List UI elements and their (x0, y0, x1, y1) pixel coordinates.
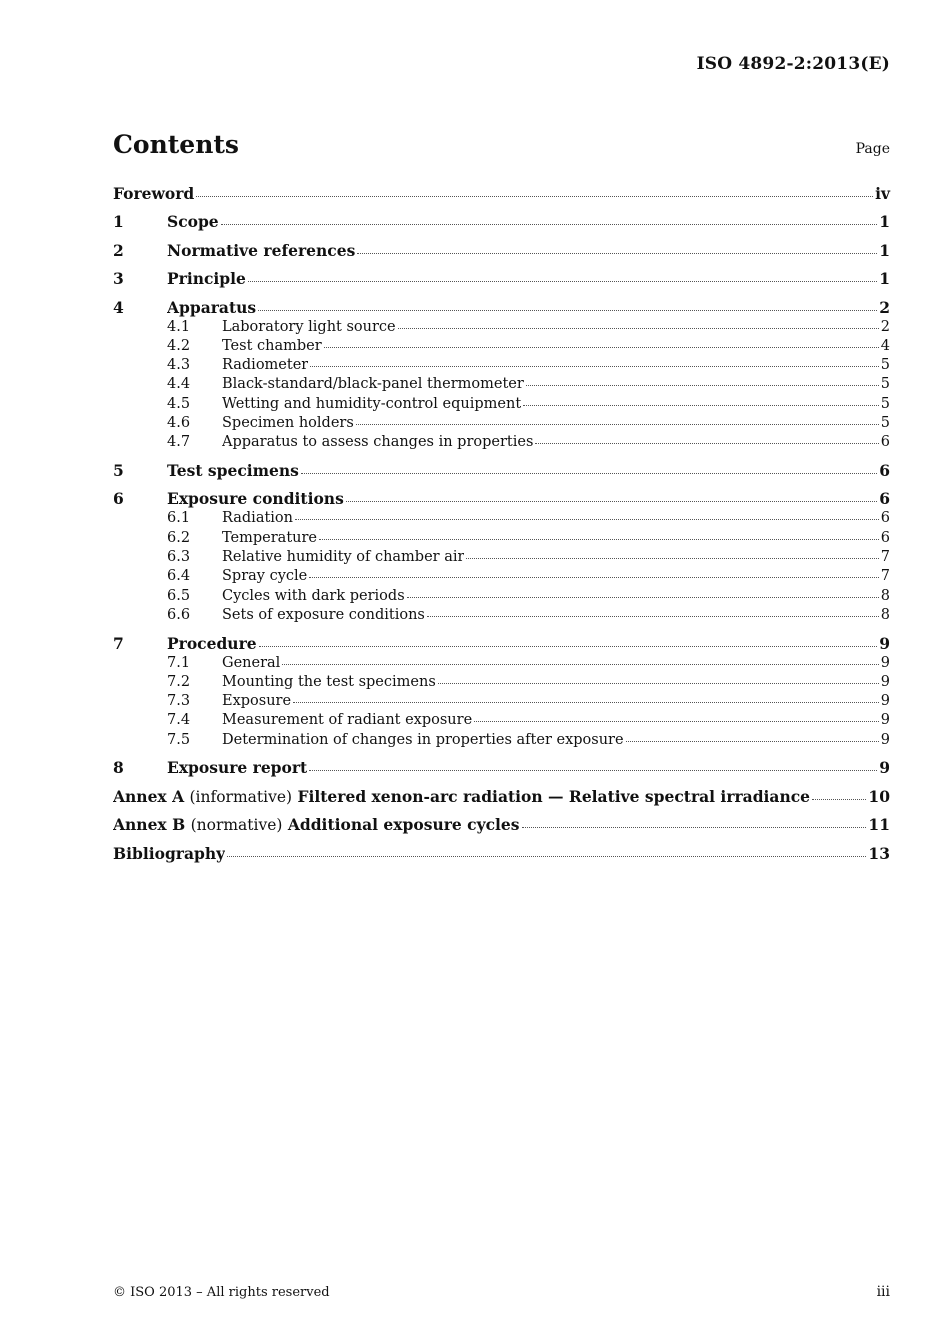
toc-entry-label (222, 357, 308, 373)
toc-dot-leader (356, 423, 879, 425)
toc-entry-label (222, 588, 405, 604)
toc-entry-title: Normative references (167, 240, 356, 260)
toc-entry-title: Annex B (113, 815, 186, 835)
toc-dot-leader (346, 500, 877, 502)
toc-entry-qualifier: (normative) (190, 816, 283, 835)
toc-entry-number: 7.3 (167, 693, 191, 710)
toc-entry-page: 8 (880, 587, 890, 604)
toc-dot-leader (227, 855, 866, 857)
toc-entry-page: 6 (879, 489, 890, 509)
toc-dot-leader (398, 327, 879, 329)
toc-entry[interactable] (113, 241, 890, 262)
toc-dot-leader (407, 596, 879, 598)
toc-dot-leader (248, 280, 877, 282)
toc-entry-title: Relative humidity of chamber air (222, 549, 465, 566)
toc-entry-page: 2 (880, 318, 890, 335)
toc-subentry[interactable] (113, 530, 890, 549)
toc-subentry[interactable] (113, 376, 890, 395)
toc-entry[interactable] (113, 815, 890, 836)
toc-dot-leader (258, 309, 877, 311)
toc-entry-page: 13 (868, 843, 890, 863)
toc-entry-number: 8 (113, 758, 124, 778)
toc-entry-page: 5 (880, 376, 890, 393)
toc-entry-number: 4.3 (167, 357, 191, 374)
toc-entry-page: 5 (880, 357, 890, 374)
toc-entry-title: Specimen holders (222, 415, 354, 432)
toc-dot-leader (522, 826, 867, 828)
toc-entry[interactable] (113, 758, 890, 779)
toc-entry[interactable] (113, 184, 890, 205)
toc-dot-leader (523, 404, 879, 406)
toc-subentry[interactable] (113, 396, 890, 415)
toc-entry-label (222, 434, 533, 450)
toc-entry-number: 4.5 (167, 395, 191, 412)
toc-entry-label (167, 489, 344, 508)
toc-entry-label (113, 815, 520, 834)
toc-entry-label (167, 298, 256, 317)
toc-entry-title: Test chamber (222, 337, 322, 354)
toc-entry-label (222, 674, 436, 690)
toc-entry-number: 4.7 (167, 434, 191, 451)
toc-subentry[interactable] (113, 674, 890, 693)
toc-entry-label (222, 712, 472, 728)
toc-entry-number: 6.2 (167, 529, 191, 546)
toc-dot-leader (293, 701, 879, 703)
toc-entry-number: 7.1 (167, 654, 191, 671)
toc-dot-leader (427, 615, 879, 617)
toc-entry-page: 9 (880, 712, 890, 729)
document-id: ISO 4892-2:2013(E) (696, 54, 890, 74)
toc-entry-page: 4 (880, 337, 890, 354)
toc-dot-leader (474, 720, 879, 722)
contents-heading-row (113, 130, 890, 159)
toc-subentry[interactable] (113, 732, 890, 751)
toc-entry-number: 4.6 (167, 415, 191, 432)
toc-dot-leader (282, 663, 878, 665)
toc-entry-number: 6.3 (167, 549, 191, 566)
toc-entry-title: Measurement of radiant exposure (222, 712, 473, 729)
toc-entry-page: 9 (880, 693, 890, 710)
toc-entry-label (113, 787, 810, 806)
toc-entry-page: 9 (879, 758, 890, 778)
toc-entry-number: 4 (113, 297, 124, 317)
toc-dot-leader (535, 442, 878, 444)
toc-entry-number: 7.2 (167, 673, 191, 690)
toc-entry-title: Apparatus to assess changes in properties (222, 434, 534, 451)
toc-entry-label (222, 376, 524, 392)
toc-entry[interactable] (113, 787, 890, 808)
toc-entry-number: 7.4 (167, 712, 191, 729)
toc-entry-title: Temperature (222, 529, 317, 546)
toc-subentry[interactable] (113, 357, 890, 376)
toc-entry-title: Annex A (113, 786, 185, 806)
toc-entry-number: 4.2 (167, 337, 191, 354)
toc-entry-title: Exposure (222, 693, 292, 710)
toc-entry-title: Apparatus (167, 297, 257, 317)
toc-entry-number: 1 (113, 212, 124, 232)
toc-subentry[interactable] (113, 607, 890, 626)
page-column-label: Page (855, 141, 890, 157)
toc-entry-page: 2 (879, 297, 890, 317)
toc-subentry[interactable] (113, 415, 890, 434)
toc-dot-leader (295, 518, 879, 520)
toc-subentry[interactable] (113, 510, 890, 529)
toc-entry-page: 8 (880, 606, 890, 623)
toc-entry-title: Bibliography (113, 843, 226, 863)
toc-entry-title: Wetting and humidity-control equipment (222, 395, 522, 412)
toc-entry[interactable] (113, 844, 890, 865)
toc-entry-page: 6 (880, 510, 890, 527)
toc-entry-page: 11 (868, 815, 890, 835)
toc-entry-label (222, 396, 521, 412)
toc-subentry[interactable] (113, 319, 890, 338)
toc-entry-label (222, 338, 322, 354)
toc-entry-page: 10 (868, 786, 890, 806)
toc-entry[interactable] (113, 212, 890, 233)
toc-subentry[interactable] (113, 434, 890, 453)
toc-entry-label (222, 655, 280, 671)
toc-subentry[interactable] (113, 568, 890, 587)
toc-entry-label (222, 693, 291, 709)
toc-entry-title: Black-standard/black-panel thermometer (222, 376, 524, 393)
toc-entry-title: Laboratory light source (222, 318, 396, 335)
toc-entry-page: 1 (879, 269, 890, 289)
toc-entry-label (222, 549, 464, 565)
toc-dot-leader (301, 472, 877, 474)
toc-entry-number: 6.6 (167, 606, 191, 623)
toc-entry[interactable] (113, 298, 890, 319)
toc-entry-page: 5 (880, 395, 890, 412)
toc-dot-leader (310, 365, 879, 367)
page-title: Contents (113, 130, 240, 159)
toc-entry-page: 6 (880, 434, 890, 451)
toc-entry-qualifier: (informative) (189, 787, 293, 806)
toc-subentry[interactable] (113, 693, 890, 712)
footer-page-number: iii (876, 1284, 890, 1300)
toc-entry-number: 7 (113, 633, 124, 653)
toc-entry-label (222, 530, 317, 546)
toc-entry-page: 9 (880, 654, 890, 671)
toc-entry-title: Spray cycle (222, 568, 308, 585)
toc-entry-title: Radiation (222, 510, 293, 527)
toc-entry-annex-title: Filtered xenon-arc radiation — Relative spectral irradiance (297, 786, 811, 806)
toc-entry[interactable] (113, 634, 890, 655)
toc-dot-leader (221, 223, 878, 225)
toc-entry-number: 6 (113, 489, 124, 509)
toc-entry-page: 1 (879, 240, 890, 260)
toc-entry-title: Cycles with dark periods (222, 587, 405, 604)
toc-dot-leader (259, 645, 878, 647)
toc-dot-leader (626, 740, 879, 742)
toc-entry[interactable] (113, 489, 890, 510)
toc-entry-number: 4.1 (167, 318, 191, 335)
toc-entry-title: Scope (167, 212, 219, 232)
toc-entry-title: Determination of changes in properties after exposure (222, 731, 624, 748)
toc-entry-label (222, 415, 354, 431)
toc-entry-number: 5 (113, 461, 124, 481)
toc-dot-leader (526, 384, 879, 386)
toc-subentry[interactable] (113, 549, 890, 568)
toc-entry-number: 6.4 (167, 568, 191, 585)
toc-dot-leader (324, 346, 879, 348)
toc-dot-leader (357, 252, 877, 254)
toc-entry-title: Sets of exposure conditions (222, 606, 425, 623)
toc-entry-label (222, 510, 293, 526)
toc-entry-number: 3 (113, 269, 124, 289)
toc-entry-title: Mounting the test specimens (222, 673, 436, 690)
toc-entry-label (167, 212, 219, 231)
toc-dot-leader (319, 538, 879, 540)
toc-entry-page: 9 (880, 731, 890, 748)
toc-entry-title: Exposure report (167, 758, 308, 778)
toc-entry-title: General (222, 654, 281, 671)
toc-subentry[interactable] (113, 338, 890, 357)
toc-entry-number: 6.1 (167, 510, 191, 527)
toc-entry-number: 7.5 (167, 731, 191, 748)
toc-entry-label (222, 319, 396, 335)
toc-entry-number: 6.5 (167, 587, 191, 604)
toc-entry-title: Foreword (113, 184, 195, 203)
toc-dot-leader (196, 195, 873, 197)
toc-entry-page: 1 (879, 212, 890, 232)
toc-entry-page: 6 (880, 529, 890, 546)
toc-entry-title: Procedure (167, 633, 257, 653)
toc-entry[interactable] (113, 269, 890, 290)
toc-entry-number: 4.4 (167, 376, 191, 393)
toc-entry-label (222, 568, 307, 584)
toc-entry-label (167, 269, 246, 288)
toc-subentry[interactable] (113, 655, 890, 674)
toc-subentry[interactable] (113, 588, 890, 607)
footer-copyright: © ISO 2013 – All rights reserved (113, 1285, 330, 1300)
toc-entry-label (222, 607, 425, 623)
toc-dot-leader (438, 682, 879, 684)
toc-entry-annex-title: Additional exposure cycles (287, 815, 520, 835)
toc-entry-title: Radiometer (222, 357, 309, 374)
toc-entry-label (167, 634, 257, 653)
toc-entry-page: 5 (880, 415, 890, 432)
toc-entry-page: iv (875, 184, 890, 203)
table-of-contents (113, 184, 890, 865)
toc-entry-label (113, 844, 225, 863)
toc-entry-title: Exposure conditions (167, 489, 344, 509)
toc-entry-page: 7 (880, 549, 890, 566)
toc-dot-leader (309, 769, 877, 771)
toc-entry-page: 9 (880, 673, 890, 690)
toc-entry-label (167, 241, 355, 260)
toc-subentry[interactable] (113, 712, 890, 731)
toc-dot-leader (812, 798, 866, 800)
toc-entry-label (113, 184, 194, 203)
toc-entry-page: 6 (879, 461, 890, 481)
toc-entry-label (222, 732, 624, 748)
toc-dot-leader (466, 557, 878, 559)
toc-entry-title: Principle (167, 269, 246, 289)
toc-entry-label (167, 461, 299, 480)
toc-entry-title: Test specimens (167, 461, 299, 481)
toc-entry[interactable] (113, 461, 890, 482)
toc-entry-page: 9 (879, 633, 890, 653)
toc-entry-label (167, 758, 307, 777)
toc-dot-leader (309, 576, 879, 578)
toc-entry-page: 7 (880, 568, 890, 585)
toc-entry-number: 2 (113, 240, 124, 260)
